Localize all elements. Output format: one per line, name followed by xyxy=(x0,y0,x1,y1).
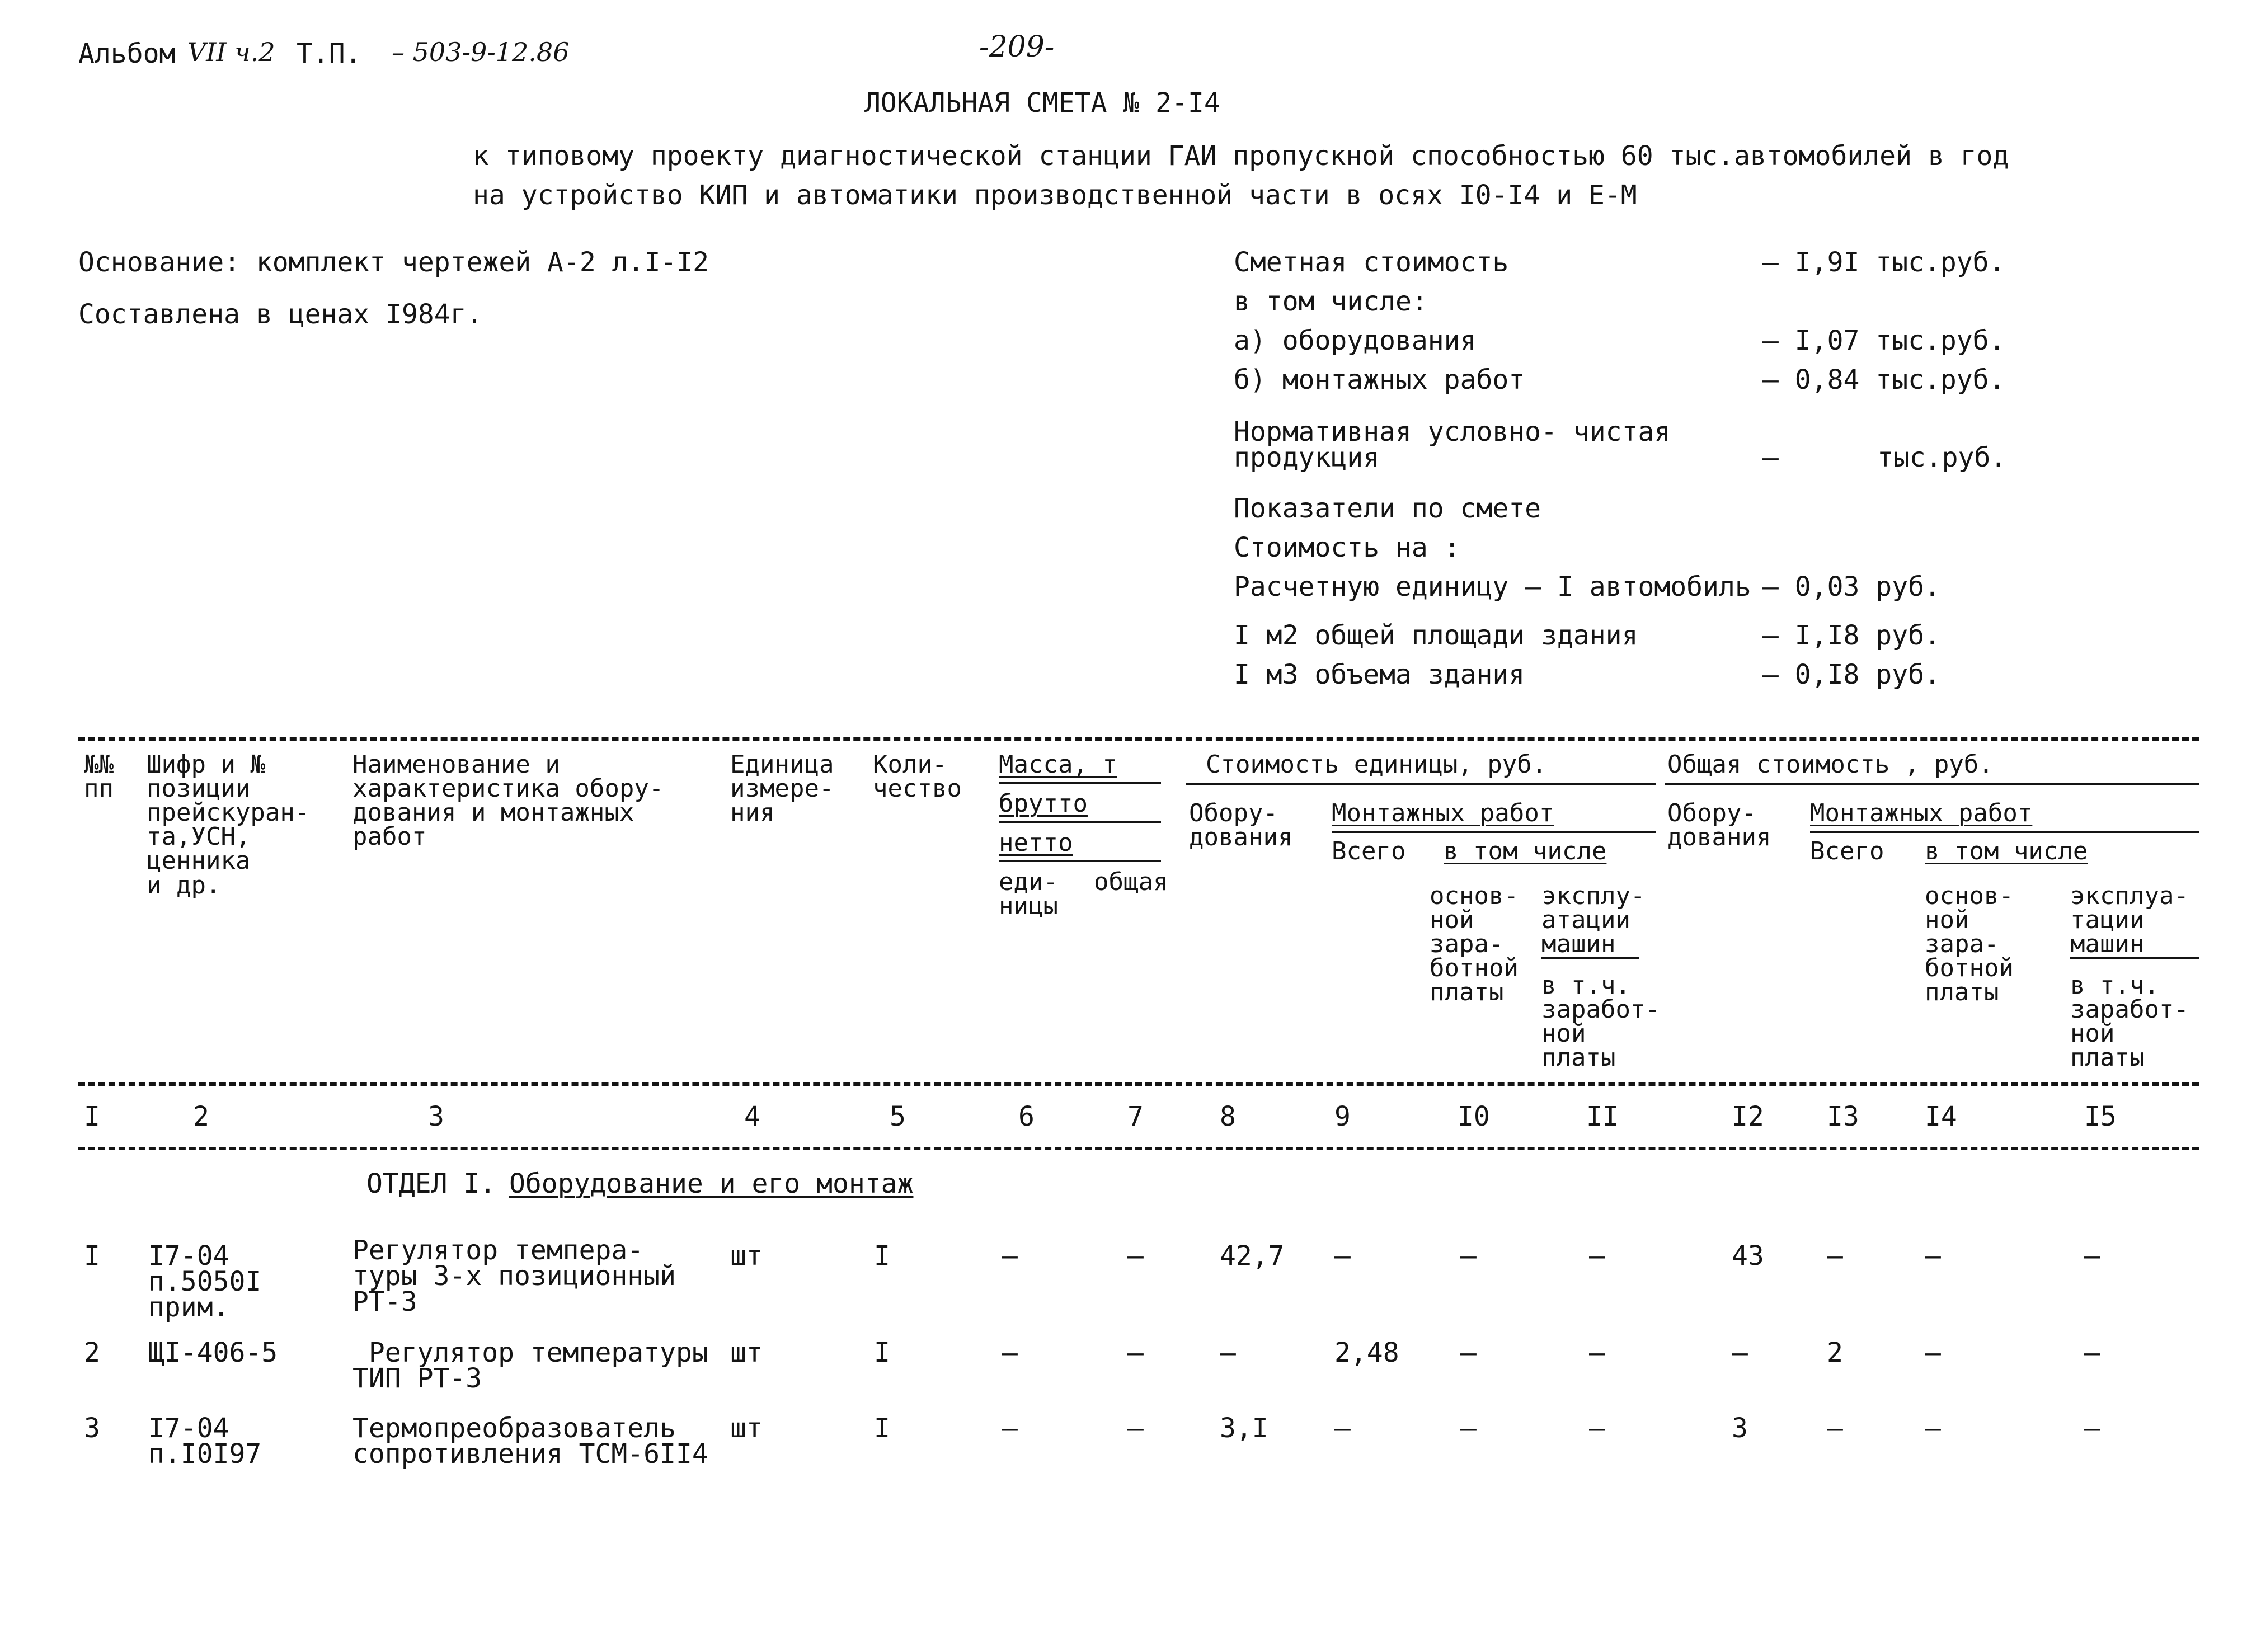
header-top-rule xyxy=(78,737,2199,741)
area-cost-value: – I,I8 руб. xyxy=(1762,620,1940,651)
page-number: -209- xyxy=(979,30,1055,64)
header-equipment-total: Обору- дования xyxy=(1667,799,1771,852)
basis-line1: Основание: комплект чертежей А-2 л.I-I2 xyxy=(78,247,709,278)
column-number-11: II xyxy=(1586,1101,1619,1132)
norm-label-1: Нормативная условно- чистая xyxy=(1234,416,1671,448)
row-mass-total: – xyxy=(1127,1240,1144,1272)
header-installation-unit: Монтажных работ xyxy=(1332,799,1554,827)
row-machine-total: – xyxy=(2084,1337,2100,1368)
volume-cost-value: – 0,I8 руб. xyxy=(1762,659,1940,690)
installation-total-rule xyxy=(1810,831,2199,833)
row-mass-total: – xyxy=(1127,1337,1144,1368)
norm-dash: – xyxy=(1762,442,1779,473)
row-machine-unit: – xyxy=(1589,1240,1605,1272)
column-number-2: 2 xyxy=(193,1101,209,1132)
tp-number: – 503-9-12.86 xyxy=(392,37,570,67)
volume-cost-label: I м3 объема здания xyxy=(1234,659,1525,690)
header-bottom-rule xyxy=(78,1147,2199,1150)
row-base-wage-unit: – xyxy=(1460,1337,1477,1368)
header-including-total: в том числе xyxy=(1925,837,2088,865)
header-unit: Единица измере- ния xyxy=(730,750,834,827)
header-code: Шифр и № позиции прейскуран- та,УСН, ценника и др. xyxy=(147,750,310,900)
header-name: Наименование и характеристика обору- дования и монтажных работ xyxy=(352,750,664,851)
column-number-4: 4 xyxy=(744,1101,760,1132)
section-title: Оборудование и его монтаж xyxy=(509,1168,914,1199)
project-title-line2: на устройство КИП и автоматики производственной части в осях I0-I4 и Е-М xyxy=(473,180,1637,211)
installation-value: – 0,84 тыс.руб. xyxy=(1762,364,2005,396)
header-mid-rule xyxy=(78,1082,2199,1086)
brutto-rule xyxy=(999,821,1161,823)
column-number-3: 3 xyxy=(428,1101,444,1132)
row-code: I7-04 п.I0I97 xyxy=(148,1413,262,1470)
row-num: 3 xyxy=(84,1413,100,1444)
row-base-wage-total: – xyxy=(1925,1240,1941,1272)
column-number-9: 9 xyxy=(1334,1101,1351,1132)
section-prefix: ОТДЕЛ I. xyxy=(366,1168,496,1199)
cost-value: – I,9I тыс.руб. xyxy=(1762,247,2005,278)
column-number-13: I3 xyxy=(1827,1101,1859,1132)
row-code: ЩI-406-5 xyxy=(148,1337,278,1368)
row-machine-unit: – xyxy=(1589,1337,1605,1368)
column-number-7: 7 xyxy=(1127,1101,1144,1132)
row-base-wage-unit: – xyxy=(1460,1413,1477,1444)
header-installation-total: Монтажных работ xyxy=(1810,799,2033,827)
installation-label: б) монтажных работ xyxy=(1234,364,1525,396)
row-installation-unit: 2,48 xyxy=(1334,1337,1399,1368)
header-machine-unit: эксплу- атации машин xyxy=(1541,882,1646,959)
unit-cost-rule xyxy=(1186,783,1656,785)
row-equipment-unit: – xyxy=(1220,1337,1236,1368)
project-title-line1: к типовому проекту диагностической станции ГАИ пропускной способностью 60 тыс.автомобилей в год xyxy=(473,140,2009,172)
machine-total-rule xyxy=(2070,957,2199,959)
header-all-unit: Всего xyxy=(1332,837,1406,865)
netto-rule xyxy=(999,860,1161,862)
row-machine-unit: – xyxy=(1589,1413,1605,1444)
row-mass-total: – xyxy=(1127,1413,1144,1444)
header-all-total: Всего xyxy=(1810,837,1884,865)
unit-cost-value: – 0,03 руб. xyxy=(1762,571,1940,603)
header-mass: Масса, т xyxy=(999,750,1117,779)
row-name: Термопреобразователь сопротивления ТСМ-6II4 xyxy=(352,1413,708,1470)
indicators-label: Показатели по смете xyxy=(1234,493,1541,524)
row-installation-total: – xyxy=(1827,1413,1843,1444)
norm-unit: тыс.руб. xyxy=(1877,442,2007,473)
header-equipment-unit: Обору- дования xyxy=(1189,799,1293,852)
header-incl-wage-unit: в т.ч. заработ- ной платы xyxy=(1541,971,1660,1072)
equipment-value: – I,07 тыс.руб. xyxy=(1762,325,2005,356)
row-qty: I xyxy=(874,1413,890,1444)
row-installation-unit: – xyxy=(1334,1240,1351,1272)
header-per-unit: еди- ницы xyxy=(999,868,1058,921)
column-number-14: I4 xyxy=(1925,1101,1957,1132)
row-equipment-unit: 42,7 xyxy=(1220,1240,1285,1272)
column-number-12: I2 xyxy=(1732,1101,1764,1132)
row-installation-total: 2 xyxy=(1827,1337,1843,1368)
column-number-5: 5 xyxy=(890,1101,906,1132)
installation-unit-rule xyxy=(1332,831,1656,833)
row-unit: шт xyxy=(730,1337,763,1368)
row-mass-unit: – xyxy=(1002,1413,1018,1444)
header-base-wage-unit: основ- ной зара- ботной платы xyxy=(1430,882,1519,1007)
area-cost-label: I м2 общей площади здания xyxy=(1234,620,1638,651)
row-equipment-unit: 3,I xyxy=(1220,1413,1268,1444)
header-including-unit: в том числе xyxy=(1444,837,1607,865)
header-unit-cost: Стоимость единицы, руб. xyxy=(1206,750,1547,779)
row-qty: I xyxy=(874,1240,890,1272)
row-qty: I xyxy=(874,1337,890,1368)
header-machine-total: эксплуа- тации машин xyxy=(2070,882,2189,959)
unit-cost-label: Расчетную единицу – I автомобиль xyxy=(1234,571,1751,603)
row-code: I7-04 п.5050I прим. xyxy=(148,1240,262,1324)
mass-rule xyxy=(999,782,1161,784)
header-total-mass: общая xyxy=(1094,868,1168,896)
tp-label: Т.П. xyxy=(297,38,361,69)
row-name: Регулятор температуры ТИП РТ-3 xyxy=(352,1337,708,1395)
header-brutto: брутто xyxy=(999,789,1088,818)
header-total-cost: Общая стоимость , руб. xyxy=(1667,750,1994,779)
header-base-wage-total: основ- ной зара- ботной платы xyxy=(1925,882,2014,1007)
norm-label-2: продукция xyxy=(1234,442,1380,473)
row-equipment-total: 3 xyxy=(1732,1413,1748,1444)
row-mass-unit: – xyxy=(1002,1337,1018,1368)
row-unit: шт xyxy=(730,1413,763,1444)
cost-per-label: Стоимость на : xyxy=(1234,532,1460,563)
column-number-1: I xyxy=(84,1101,100,1132)
total-cost-rule xyxy=(1665,783,2199,785)
including-label: в том числе: xyxy=(1234,286,1428,317)
machine-unit-rule xyxy=(1541,957,1639,959)
row-unit: шт xyxy=(730,1240,763,1272)
header-num: №№ пп xyxy=(84,750,114,803)
header-netto: нетто xyxy=(999,829,1073,857)
header-qty: Коли- чество xyxy=(873,750,962,803)
row-num: I xyxy=(84,1240,100,1272)
column-number-8: 8 xyxy=(1220,1101,1236,1132)
row-mass-unit: – xyxy=(1002,1240,1018,1272)
row-base-wage-total: – xyxy=(1925,1413,1941,1444)
row-machine-total: – xyxy=(2084,1413,2100,1444)
basis-line2: Составлена в ценах I984г. xyxy=(78,299,483,330)
row-installation-total: – xyxy=(1827,1240,1843,1272)
header-incl-wage-total: в т.ч. заработ- ной платы xyxy=(2070,971,2189,1072)
row-num: 2 xyxy=(84,1337,100,1368)
row-equipment-total: 43 xyxy=(1732,1240,1764,1272)
equipment-label: а) оборудования xyxy=(1234,325,1477,356)
row-equipment-total: – xyxy=(1732,1337,1748,1368)
album-handwritten: VII ч.2 xyxy=(187,37,275,67)
row-machine-total: – xyxy=(2084,1240,2100,1272)
row-base-wage-unit: – xyxy=(1460,1240,1477,1272)
cost-label: Сметная стоимость xyxy=(1234,247,1509,278)
column-number-10: I0 xyxy=(1458,1101,1490,1132)
row-base-wage-total: – xyxy=(1925,1337,1941,1368)
estimate-title: ЛОКАЛЬНАЯ СМЕТА № 2-I4 xyxy=(864,87,1220,119)
row-name: Регулятор темпера- туры 3-х позиционный РТ-3 xyxy=(352,1235,676,1318)
column-number-15: I5 xyxy=(2084,1101,2117,1132)
album-label: Альбом xyxy=(78,38,176,69)
row-installation-unit: – xyxy=(1334,1413,1351,1444)
column-number-6: 6 xyxy=(1018,1101,1035,1132)
